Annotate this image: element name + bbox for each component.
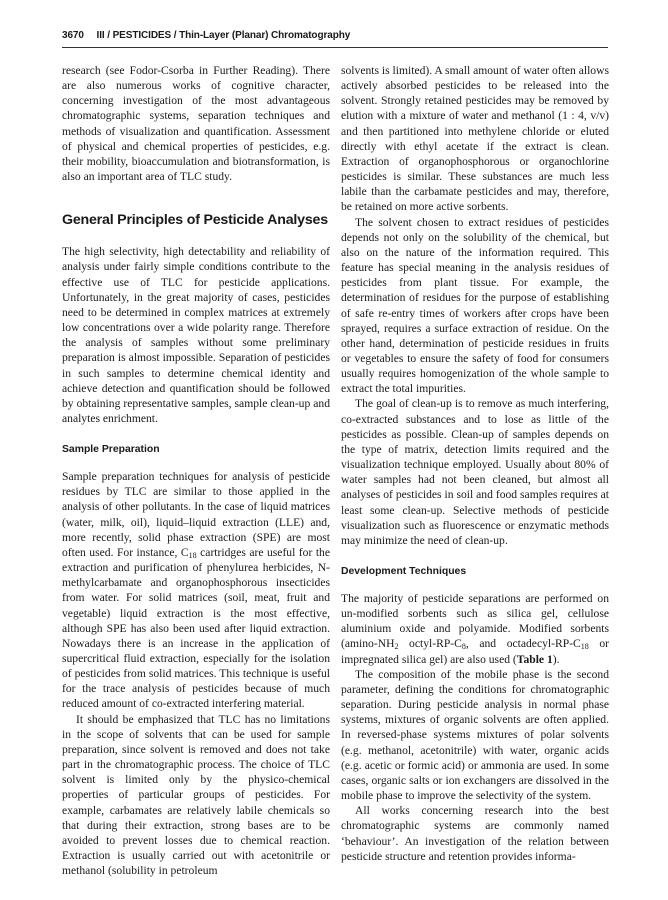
- section-heading: General Principles of Pesticide Analyses: [62, 212, 328, 229]
- paragraph: Sample preparation techniques for analysis of pesticide residues by TLC are similar to those applied in the analysis of other pollutants. In the case of liquid matrices (water, milk, oil), liquid–liquid extraction (LLE) and, more recently, solid phase extraction (SPE) are most often used. For instance, $C_{18}$ cartridges are useful for the extraction and purification of phenylurea herbicides, N-methylcarbamate and organophosphorous insecticides from water. For solid matrices (soil, meat, fruit and vegetable) liquid extraction is the most effective, although SPE has also been used after liquid extraction. Nowadays there is an increase in the application of supercritical fluid extraction, especially for the isolation of pesticides from solid matrices. This technique is useful for the trace analysis of pesticides because of much reduced amount of co-extracted interfering material.: [62, 470, 330, 711]
- paragraph: research (see Fodor-Csorba in Further Reading). There are also numerous works of cognitive character, concerning investigation of the most advantageous chromatographic systems, separation techniques and methods of visualization and quantification. Assessment of physical and chemical properties of pesticides, e.g. their mobility, bioaccumulation and biotransformation, is also an important area of TLC study.: [62, 64, 330, 184]
- right-column: [341, 63, 609, 864]
- paragraph: It should be emphasized that TLC has no limitations in the scope of solvents that can be used for sample preparation, since solvent is removed and does not take part in the chromatographic process. The choice of TLC solvent is limited only by the physico-chemical properties of particular groups of pesticides. For example, carbamates are relatively labile chemicals so that during their extraction, strong bases are to be avoided to prevent losses due to chemical reaction. Extraction is usually carried out with acetonitrile or methanol (solubility in petroleum: [62, 712, 330, 878]
- page-number: 3670: [62, 30, 84, 41]
- paragraph: The solvent chosen to extract residues of pesticides depends not only on the solubility of the chemical, but also on the nature of the information required. This feature has special meaning in the analysis residues of pesticides from plant tissue. For example, the determination of residues for the purpose of establishing of safe re-entry times of workers after crops have been sprayed, requires a surface extraction of residue. On the other hand, determination of pesticide residues in fruits or vegetables to ensure the safety of food for consumers usually requires homogenization of the whole sample to extract the total impurities.: [341, 215, 609, 396]
- paragraph: The high selectivity, high detectability and reliability of analysis under fairly simple conditions contribute to the effective use of TLC for pesticide applications. Unfortunately, in the great majority of cases, pesticides need to be determined in complex matrices at extremely low concentrations over a wide polarity range. Therefore the analysis of samples without some preliminary preparation is almost impossible. Separation of pesticides in such samples to determine chemical identity and achieve detection and quantification should be followed by obtaining representative samples, sample clean-up and analytes enrichment.: [62, 245, 330, 425]
- paragraph: All works concerning research into the best chromatographic systems are commonly named ‘behaviour’. An investigation of the relation between pesticide structure and retention provides informa-: [341, 804, 609, 863]
- paragraph: The composition of the mobile phase is the second parameter, defining the conditions for chromatographic separation. During pesticide analysis in normal phase systems, mixtures of organic solvents are often applied. In reversed-phase systems mixtures of polar solvents (e.g. methanol, acetonitrile) with water, organic acids (e.g. acetic or formic acid) or ammonia are used. In some cases, organic salts or ion exchangers are dissolved in the mobile phase to improve the selectivity of the system.: [341, 667, 609, 803]
- table-reference-link[interactable]: Table 1: [516, 652, 553, 666]
- paragraph: The majority of pesticide separations are performed on un-modified sorbents such as silica gel, cellulose aluminium oxide and polyamide. Modified sorbents ($amino-NH_2$ octyl-$RP-C_8$, and octadecyl-$RP-C_{18}$ or impregnated silica gel) are also used (Table 1).: [341, 592, 609, 666]
- paragraph: solvents is limited). A small amount of water often allows actively absorbed pesticides to be released into the solvent. Strongly retained pesticides may be removed by elution with a mixture of water and methanol (1 : 4, v/v) and then partitioned into methylene chloride or eluted directly with ethyl acetate if the extract is clean. Extraction of organophosphorous or organochlorine pesticides is similar. These substances are much less labile than the carbamate pesticides and may, therefore, be retained on more active sorbents.: [341, 64, 609, 214]
- subsection-heading: Sample Preparation: [62, 444, 160, 456]
- paragraph: The goal of clean-up is to remove as much interfering, co-extracted substances and to lose as little of the pesticides as possible. Clean-up of samples depends on the type of matrix, detection limits required and the visualization technique employed. Usually about 80% of water samples had not been cleaned, but almost all analyses of pesticides in soil and food samples requires at least some clean-up. Selective methods of pesticide visualization such as fluorescence or enzymatic methods may minimize the need of clean-up.: [341, 397, 609, 547]
- subsection-heading: Development Techniques: [341, 566, 467, 577]
- running-title: III / PESTICIDES / Thin-Layer (Planar) Chromatography: [96, 30, 351, 41]
- running-header: [62, 30, 608, 44]
- header-rule: [62, 47, 608, 48]
- left-column: [62, 63, 330, 878]
